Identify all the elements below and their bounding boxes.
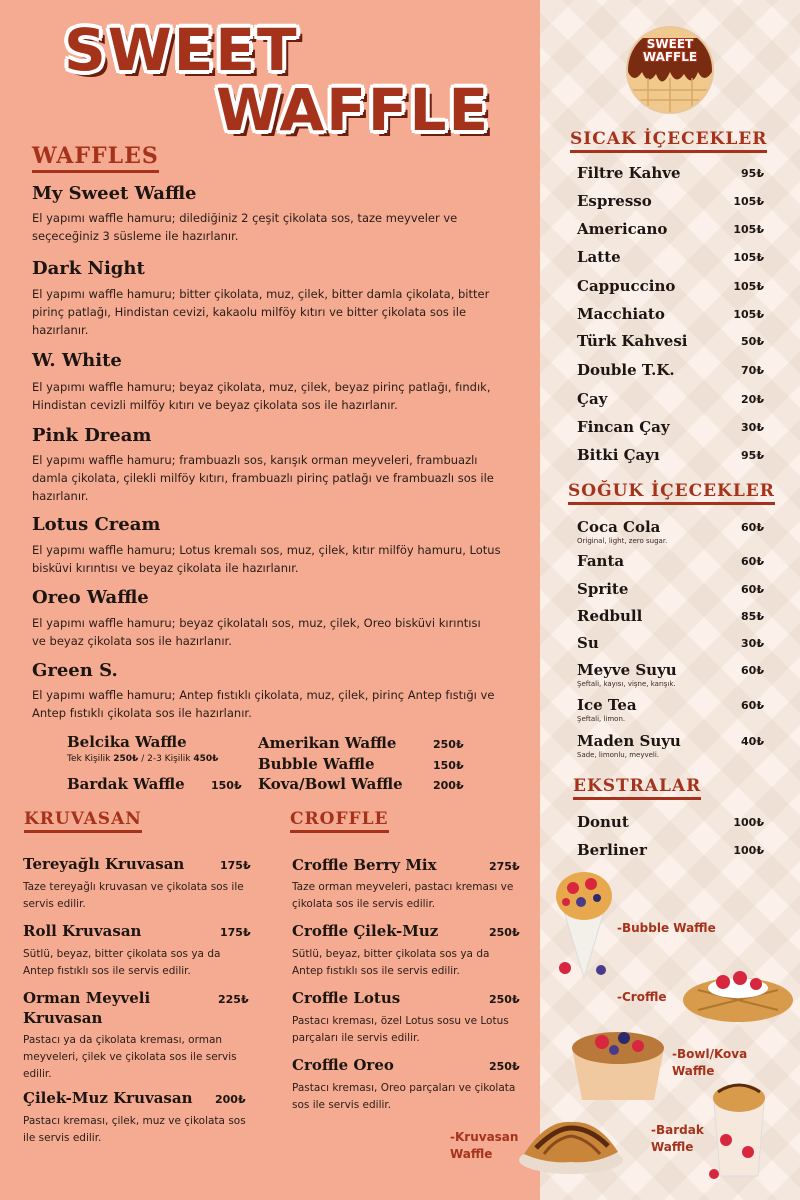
kruvasan-item-price: 175₺ [220,926,251,939]
logo-badge [628,28,712,112]
kruvasan-item-name-line2: Kruvasan [23,1009,103,1027]
kruvasan-caption-line1: -Kruvasan [450,1130,519,1144]
belcika-sep: / [141,754,145,764]
logo-line2: WAFFLE [642,50,698,64]
bowl-caption-line1: -Bowl/Kova [672,1047,748,1061]
croissant-image-icon [516,1114,626,1176]
cold-drink-item-name: Redbull [577,607,643,625]
hot-drink-item-name: Cappuccino [577,277,676,295]
hot-drinks-title: SICAK İÇECEKLER [570,129,767,153]
belcika-price-b: 450₺ [193,754,219,764]
kruvasan-item-price: 200₺ [215,1093,246,1106]
hot-drink-item-name: Latte [577,248,621,266]
hot-drink-item-name: Macchiato [577,305,665,323]
kruvasan-item-desc: Taze tereyağlı kruvasan ve çikolata sos ile servis edilir. [23,881,244,910]
kova-waffle-price: 200₺ [433,779,464,792]
extra-item-name: Berliner [577,841,647,859]
hot-drink-item-price: 105₺ [733,195,764,208]
cold-drink-item-price: 60₺ [741,555,764,568]
belcika-size-a: Tek Kişilik [67,754,111,764]
extra-item-price: 100₺ [733,816,764,829]
waffle-item-name: Pink Dream [32,425,152,446]
croffle-item-desc: Sütlü, beyaz, bitter çikolata sos ya da Antep fıstıklı sos ile servis edilir. [292,948,490,977]
hot-drink-item-price: 105₺ [733,223,764,236]
croffle-item-name: Croffle Çilek-Muz [292,922,439,940]
waffle-item-desc: El yapımı waffle hamuru; beyaz çikolatalı sos, muz, çilek, Oreo bisküvi kırıntısı ve beyaz çikolata sos ile hazırlanır. [32,616,481,648]
kruvasan-caption [450,1129,518,1163]
logo-line1: SWEET [646,37,694,51]
bardak-waffle-name: Bardak Waffle [67,775,185,793]
kruvasan-item-name: Çilek-Muz Kruvasan [23,1089,193,1107]
kruvasan-item-name: Tereyağlı Kruvasan [23,855,185,873]
cold-drink-item-name: Coca Cola [577,518,661,536]
cold-drink-item-price: 60₺ [741,664,764,677]
waffles-title: WAFFLES [32,143,159,173]
croffle-image-icon [678,960,798,1030]
kruvasan-item-price: 175₺ [220,859,251,872]
bowl-caption-line2: Waffle [672,1064,715,1078]
cold-drink-item-sub: Şeftali, kayısı, vişne, karışık. [577,680,676,688]
croffle-item-name: Croffle Lotus [292,989,401,1007]
bubble-waffle-caption: -Bubble Waffle [617,921,716,935]
waffle-item-desc: El yapımı waffle hamuru; dilediğiniz 2 çeşit çikolata sos, taze meyveler ve seçeceğiniz 3 süsleme ile hazırlanır. [32,211,458,243]
extra-item-price: 100₺ [733,844,764,857]
hot-drink-item-price: 95₺ [741,449,764,462]
hot-drink-item-name: Filtre Kahve [577,164,681,182]
hot-drink-item-name: Türk Kahvesi [577,332,688,350]
cold-drink-item-price: 85₺ [741,610,764,623]
kruvasan-item-price: 225₺ [218,993,249,1006]
cold-drink-item-price: 30₺ [741,637,764,650]
waffle-item-desc: El yapımı waffle hamuru; Lotus kremalı sos, muz, çilek, kıtır milföy hamuru, Lotus bisküvi kırıntısı ve beyaz çikolata ile hazırlanır. [32,543,501,575]
brand-title-line1: SWEET [64,16,299,84]
bardak-waffle-image-icon [704,1080,774,1180]
cold-drink-item-name: Fanta [577,552,625,570]
hot-drink-item-price: 105₺ [733,308,764,321]
hot-drink-item-price: 95₺ [741,167,764,180]
kruvasan-item-name-line1: Orman Meyveli [23,989,151,1007]
cold-drink-item-name: Sprite [577,580,629,598]
croffle-item-price: 250₺ [489,926,520,939]
hot-drink-item-price: 70₺ [741,364,764,377]
hot-drink-item-name: Çay [577,390,608,408]
croffle-item-desc: Pastacı kreması, özel Lotus sosu ve Lotus parçaları ile servis edilir. [292,1015,509,1044]
croffle-item-price: 250₺ [489,993,520,1006]
logo-text [628,38,712,64]
hot-drink-item-name: Fincan Çay [577,418,670,436]
kova-waffle-name: Kova/Bowl Waffle [258,775,403,793]
waffle-item-name: My Sweet Waffle [32,183,197,204]
cold-drink-item-sub: Sade, limonlu, meyveli. [577,751,660,759]
waffle-item-desc: El yapımı waffle hamuru; bitter çikolata, muz, çilek, bitter damla çikolata, bitter pirinç patlağı, Hindistan cevizi, kakaolu milföy kıtırı ve bitter çikolata sos ile hazırlanır. [32,287,490,337]
croffle-item-name: Croffle Oreo [292,1056,394,1074]
cold-drink-item-sub: Şeftali, limon. [577,715,626,723]
bowl-waffle-caption [672,1046,747,1080]
belcika-price-a: 250₺ [113,754,139,764]
cold-drink-item-name: Ice Tea [577,696,637,714]
kruvasan-caption-line2: Waffle [450,1147,493,1161]
cold-drink-item-price: 40₺ [741,735,764,748]
hot-drink-item-name: Double T.K. [577,361,675,379]
waffle-item-name: W. White [32,350,122,371]
bardak-waffle-price: 150₺ [211,779,242,792]
waffle-item-name: Green S. [32,660,118,681]
waffle-item-name: Lotus Cream [32,514,161,535]
croffle-item-price: 275₺ [489,860,520,873]
waffle-item-name: Dark Night [32,258,145,279]
hot-drink-item-price: 105₺ [733,251,764,264]
brand-title-line2: WAFFLE [216,76,491,144]
amerikan-waffle-price: 250₺ [433,738,464,751]
cold-drink-item-price: 60₺ [741,583,764,596]
hot-drink-item-price: 30₺ [741,421,764,434]
croffle-item-price: 250₺ [489,1060,520,1073]
cold-drinks-title: SOĞUK İÇECEKLER [568,481,775,505]
croffle-item-name: Croffle Berry Mix [292,856,437,874]
bubble-waffle-price: 150₺ [433,759,464,772]
belcika-waffle-prices [67,754,218,764]
waffle-item-desc: El yapımı waffle hamuru; frambuazlı sos, karışık orman meyveleri, frambuazlı damla çikolata, çilekli milföy kıtırı, frambuazlı pirinç patlağı ve frambuazlı sos ile hazırlanır. [32,453,494,503]
bubble-waffle-image-icon [551,868,617,983]
amerikan-waffle-name: Amerikan Waffle [258,734,397,752]
belcika-size-b: 2-3 Kişilik [147,754,191,764]
waffle-item-name: Oreo Waffle [32,587,149,608]
kruvasan-item-desc: Pastacı ya da çikolata kreması, orman meyveleri, çilek ve çikolata sos ile servis edilir. [23,1034,237,1080]
bardak-waffle-caption [651,1122,704,1156]
hot-drink-item-price: 50₺ [741,335,764,348]
cold-drink-item-sub: Original, light, zero sugar. [577,537,668,545]
cold-drink-item-name: Su [577,634,599,652]
croffle-title: CROFFLE [290,809,389,833]
belcika-waffle-name: Belcika Waffle [67,733,187,751]
bowl-waffle-image-icon [566,1024,670,1104]
waffle-item-desc: El yapımı waffle hamuru; beyaz çikolata, muz, çilek, beyaz pirinç patlağı, fındık, Hindistan cevizli milföy kıtırı ve beyaz çikolata sos ile hazırlanır. [32,380,491,412]
croffle-item-desc: Taze orman meyveleri, pastacı kreması ve çikolata sos ile servis edilir. [292,881,514,910]
kruvasan-item-desc: Sütlü, beyaz, bitter çikolata sos ya da Antep fıstıklı sos ile servis edilir. [23,948,221,977]
bardak-caption-line2: Waffle [651,1140,694,1154]
bardak-caption-line1: -Bardak [651,1123,704,1137]
hot-drink-item-name: Espresso [577,192,652,210]
cold-drink-item-name: Maden Suyu [577,732,681,750]
kruvasan-item-name: Roll Kruvasan [23,922,142,940]
cold-drink-item-price: 60₺ [741,699,764,712]
hot-drink-item-name: Bitki Çayı [577,446,660,464]
extras-title: EKSTRALAR [573,776,701,800]
croffle-caption: -Croffle [617,990,667,1004]
cold-drink-item-name: Meyve Suyu [577,661,677,679]
extra-item-name: Donut [577,813,629,831]
waffle-item-desc: El yapımı waffle hamuru; Antep fıstıklı çikolata, muz, çilek, pirinç Antep fıstığı ve Antep fıstıklı çikolata sos ile hazırlanır. [32,688,495,720]
cold-drink-item-price: 60₺ [741,521,764,534]
hot-drink-item-price: 105₺ [733,280,764,293]
hot-drink-item-name: Americano [577,220,668,238]
kruvasan-title: KRUVASAN [24,809,142,833]
croffle-item-desc: Pastacı kreması, Oreo parçaları ve çikolata sos ile servis edilir. [292,1082,516,1111]
kruvasan-item-desc: Pastacı kreması, çilek, muz ve çikolata sos ile servis edilir. [23,1115,246,1144]
hot-drink-item-price: 20₺ [741,393,764,406]
bubble-waffle-name: Bubble Waffle [258,755,375,773]
